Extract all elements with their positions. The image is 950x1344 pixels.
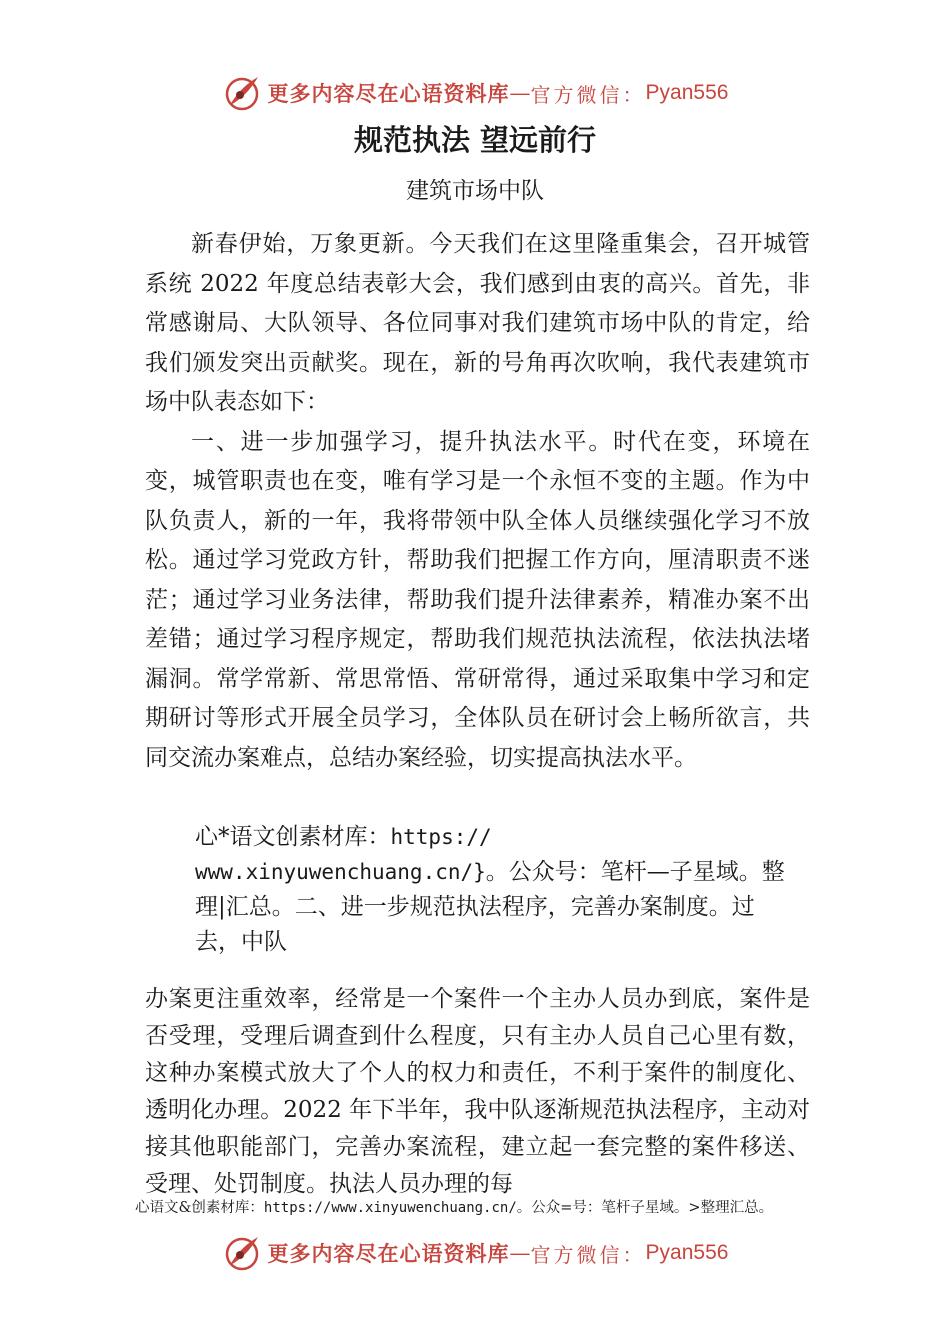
- insert-line-2a: www.xinyuwenchuang.cn/}: [195, 860, 486, 884]
- banner-dash: —: [509, 81, 531, 105]
- banner-text: 更多内容尽在心语资料库: [267, 1242, 510, 1266]
- banner-wechat-label: 官方微信：: [530, 82, 646, 107]
- insert-line-4: 去，中队: [195, 929, 287, 955]
- feather-pen-logo-icon: [222, 73, 262, 113]
- banner-text: 更多内容尽在心语资料库: [267, 82, 510, 106]
- footer-source-line: [135, 1196, 835, 1217]
- document-subtitle: 建筑市场中队: [406, 178, 544, 204]
- paragraph-1: 新春伊始，万象更新。今天我们在这里隆重集会，召开城管系统 2022 年度总结表彰大会，我们感到由衷的高兴。首先，非常感谢局、大队领导、各位同事对我们建筑市场中队的肯定，给我们颁发突出贡献奖。现在，新的号角再次吹响，我代表建筑市场中队表态如下：: [145, 231, 810, 415]
- footer-banner: [0, 1230, 950, 1276]
- banner-wechat-id: Pyan556: [645, 81, 729, 104]
- paragraph-2: 一、进一步加强学习，提升执法水平。时代在变，环境在变，城管职责也在变，唯有学习是一个永恒不变的主题。作为中队负责人，新的一年，我将带领中队全体人员继续强化学习不放松。通过学习党政方针，帮助我们把握工作方向，厘清职责不迷茫；通过学习业务法律，帮助我们提升法律素养，精准办案不出差错；通过学习程序规定，帮助我们规范执法流程，依法执法堵漏洞。常学常新、常思常悟、常研常得，通过采取集中学习和定期研讨等形式开展全员学习，全体队员在研讨会上畅所欲言，共同交流办案难点，总结办案经验，切实提高执法水平。: [145, 428, 810, 771]
- insert-line-1b: https://: [390, 825, 492, 849]
- banner-dash: —: [509, 1241, 531, 1265]
- paragraph-3: 办案更注重效率，经常是一个案件一个主办人员办到底，案件是否受理，受理后调查到什么程度，只有主办人员自己心里有数，这种办案模式放大了个人的权力和责任，不利于案件的制度化、透明化办理。2022 年下半年，我中队逐渐规范执法程序，主动对接其他职能部门，完善办案流程，建立起一套完整的案件移送、受理、处罚制度。执法人员办理的每: [145, 986, 810, 1197]
- insert-line-2b: 。公众号：笔杆—子星域。整: [485, 859, 785, 885]
- document-body: [145, 225, 810, 778]
- document-body-continued: [145, 958, 810, 1226]
- feather-pen-logo-icon: [222, 1233, 262, 1273]
- insert-line-1: [195, 820, 820, 855]
- footer-label: 心语文&创素材库：: [135, 1200, 264, 1216]
- insert-line-3: 理|汇总。二、进一步规范执法程序，完善办案制度。过: [195, 894, 755, 920]
- insert-line-1a: 心*语文创素材库：: [195, 824, 391, 850]
- header-banner: [0, 70, 950, 116]
- footer-suffix: 。公众=号：笔杆子星域。>整理汇总。: [516, 1200, 774, 1216]
- banner-wechat-label: 官方微信：: [530, 1242, 646, 1267]
- insert-line-2: [195, 855, 820, 890]
- inserted-watermark-text: [195, 820, 820, 960]
- footer-url: https://www.xinyuwenchuang.cn/: [263, 1200, 517, 1216]
- banner-wechat-id: Pyan556: [645, 1241, 729, 1264]
- document-title: 规范执法 望远前行: [353, 123, 597, 157]
